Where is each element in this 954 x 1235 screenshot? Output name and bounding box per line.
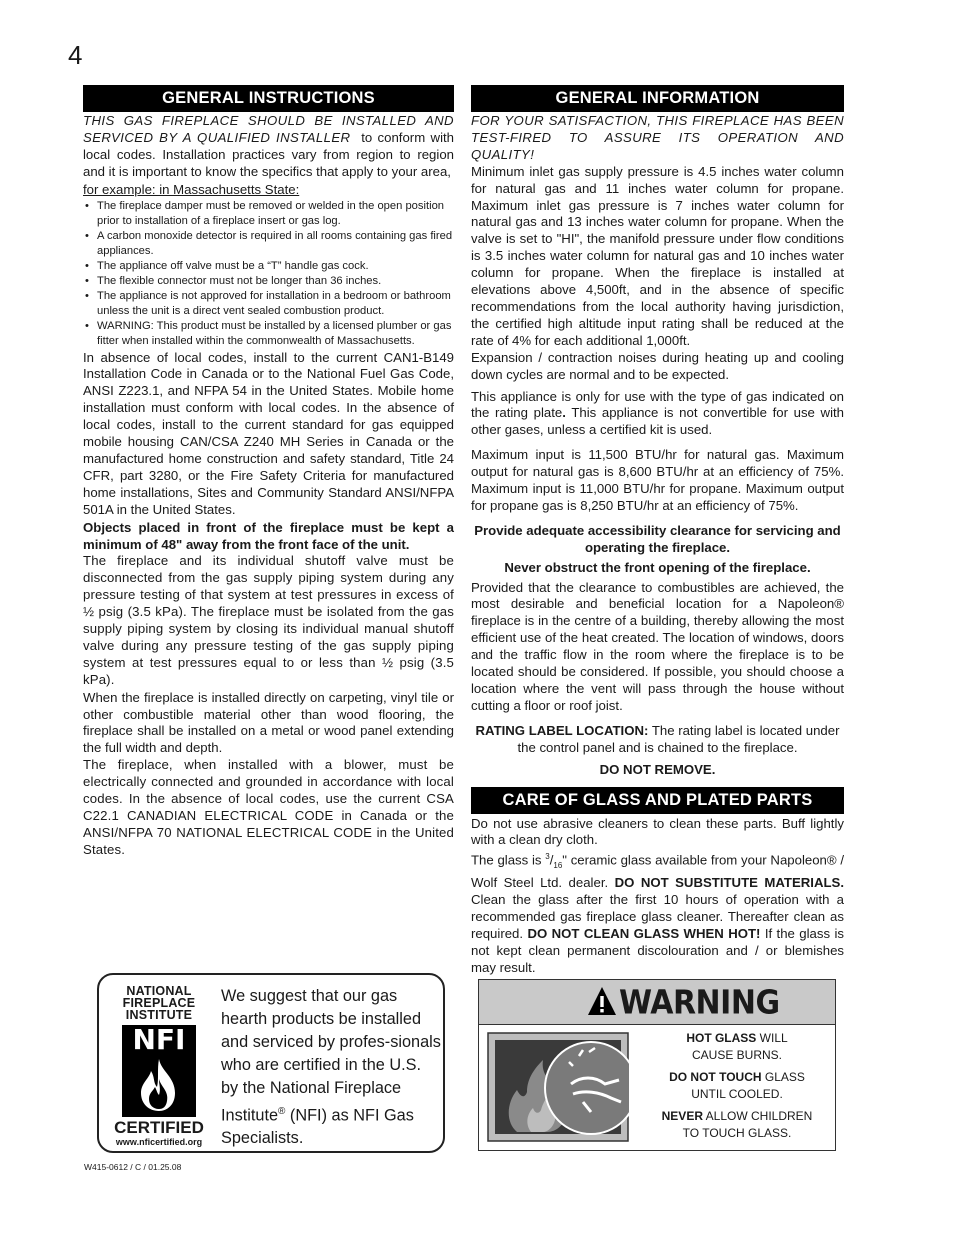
nfi-url: www.nficertified.org: [115, 1137, 203, 1147]
nfi-mark: NFI: [132, 1023, 186, 1056]
objects-warning: Objects placed in front of the fireplace must be kept a minimum of 48" away from the front face of the unit.: [83, 519, 454, 552]
clean-bold: DO NOT CLEAN GLASS WHEN HOT!: [527, 926, 761, 941]
list-item: • The fireplace damper must be removed or welded in the open position prior to installation of a fireplace insert or gas log.: [83, 199, 454, 229]
nfi-text-a: We suggest that our gas hearth products be installed and serviced by profes-sionals who are certified in the U.S. by the National Fireplace Institute: [221, 987, 441, 1125]
document-code: W415-0612 / C / 01.25.08: [84, 1162, 182, 1172]
rating-label-paragraph: [471, 723, 844, 757]
warning-header: [479, 980, 835, 1025]
rating-label-text: The rating label is located under the control panel and is chained to the fireplace.: [517, 722, 840, 755]
do-not-remove: DO NOT REMOVE.: [599, 761, 716, 777]
list-item: • The flexible connector must not be longer than 36 inches.: [83, 274, 454, 289]
warning-text: [645, 1030, 829, 1142]
codes-paragraph: In absence of local codes, install to the current CAN1-B149 Installation Code in Canada or to the National Fuel Gas Code, ANSI Z223.1, and NFPA 54 in the United States. Mobile home installation must conform with local codes. In the absence of local codes, install to the current standard for gas equipped mobile housing CAN/CSA Z240 MH Series in Canada or the manufactured home construction and safety standard, Title 24 CFR, part 3280, or the Fire Safety Criteria for manufactured home installations, Sites and Community Standard ANSI/NFPA 501A in the United States.: [83, 349, 454, 517]
gas-type-b: This appliance is not convertible for use with other gases, unless a certified kit is used.: [471, 405, 844, 438]
care-of-glass-header: CARE OF GLASS AND PLATED PARTS: [471, 787, 844, 814]
blower-paragraph: The fireplace, when installed with a blower, must be electrically connected and grounded in accordance with local codes. In the absence of local codes, use the current CSA C22.1 CANADIAN ELECTRICAL CODE in Canada or the ANSI/NFPA 70 NATIONAL ELECTRICAL CODE in the United States.: [83, 757, 454, 857]
warning-triangle-icon: [587, 986, 617, 1016]
intro-rest: to conform with local codes. Installation practices vary from region to region and it is important to know the specifics that apply to your area,: [83, 129, 454, 179]
noise-paragraph: Expansion / contraction noises during heating up and cooling down cycles are normal and to be expected.: [471, 349, 844, 382]
pressure-paragraph: Minimum inlet gas supply pressure is 4.5 inches water column for natural gas and 11 inches water column for propane. Maximum inlet gas pressure is 7 inches water column for natural gas and 13 inches water column for propane. When the valve is set to "HI", the manifold pressure under flow conditions is 3.5 inches water column for natural gas and 10 inches water column for propane. When the fireplace is installed at elevations above 4,500ft, and in the absence of specific recommendations from the local authority having jurisdiction, the certified high altitude input rating shall be reduced at the rate of 4% for each additional 1,000ft.: [471, 163, 844, 348]
intro-paragraph: [83, 113, 454, 181]
glass-fraction-den: 16: [553, 861, 563, 871]
general-information-header: GENERAL INFORMATION: [471, 85, 844, 112]
nfi-certification-box: [97, 973, 445, 1153]
nfi-logo-line: FIREPLACE: [122, 996, 196, 1010]
warning-line: CAUSE BURNS.: [691, 1048, 783, 1062]
nfi-logo-line: NATIONAL: [126, 984, 192, 998]
warning-line: DO NOT TOUCH GLASS: [669, 1070, 805, 1084]
clean-a: Clean the glass after the first 10 hours of operation with a recommended gas fireplace glass cleaner. Thereafter clean as required.: [471, 892, 844, 941]
rating-label-title: RATING LABEL LOCATION:: [475, 722, 649, 738]
nfi-text-b: (NFI) as NFI Gas Specialists.: [221, 1106, 414, 1148]
warning-line: NEVER ALLOW CHILDREN: [661, 1109, 813, 1123]
nfi-reg-mark: ®: [278, 1106, 286, 1117]
glass-fraction-num: 3: [545, 852, 550, 862]
flame-icon: [131, 1057, 187, 1113]
glass-b: " ceramic glass available from your Napoleon® / Wolf Steel Ltd. dealer.: [471, 852, 844, 891]
warning-title: WARNING: [619, 984, 780, 1023]
shutoff-paragraph: The fireplace and its individual shutoff valve must be disconnected from the gas supply piping system during any pressure testing of that system at test pressures in excess of ½ psig (3.5 kPa). The fireplace must be isolated from the gas supply piping system by closing its individual manual shutoff valve during any pressure testing of the gas supply piping system at test pressures equal to or less than ½ psig (3.5 kPa).: [83, 553, 454, 687]
general-information-column: [471, 85, 844, 977]
glass-paragraph: The glass is $^3/_{16}$" ceramic glass available from your Napoleon® / Wolf Steel Ltd. dealer. DO NOT SUBSTITUTE MATERIALS. Clean the glass after the first 10 hours of operation with a recommended gas fireplace glass cleaner. Thereafter clean as required. DO NOT CLEAN GLASS WHEN HOT! If the glass is not kept clean permanent discolouration and / or blemishes may result.: [471, 852, 844, 975]
gas-type-dot: .: [562, 405, 566, 421]
example-label: for example: in Massachusetts State:: [83, 181, 300, 197]
list-item: • The appliance off valve must be a “T” handle gas cock.: [83, 259, 454, 274]
warning-line: TO TOUCH GLASS.: [682, 1126, 792, 1140]
gas-type-paragraph: [471, 389, 844, 440]
general-instructions-header: GENERAL INSTRUCTIONS: [83, 85, 454, 112]
page-number: 4: [68, 40, 83, 70]
list-item: • The appliance is not approved for installation in a bedroom or bathroom unless the unit is a direct vent sealed combustion product.: [83, 289, 454, 319]
warning-line: HOT GLASS WILL: [686, 1031, 788, 1045]
nfi-certified-label: CERTIFIED: [114, 1118, 204, 1137]
clean-b: If the glass is not kept clean permanent discolouration and / or blemishes may result.: [471, 926, 844, 975]
hot-glass-warning-label: [478, 979, 836, 1151]
glass-bold: DO NOT SUBSTITUTE MATERIALS.: [614, 875, 844, 891]
nfi-logo: [113, 985, 205, 1151]
nfi-logo-line: INSTITUTE: [125, 1008, 193, 1022]
hot-glass-hand-icon: [487, 1032, 629, 1142]
nfi-badge: [122, 1025, 196, 1117]
massachusetts-list: [83, 199, 454, 349]
location-paragraph: Provided that the clearance to combustibles are achieved, the most desirable and beneficial location for a Napoleon® fireplace is in the centre of a building, thereby allowing the most efficient use of the heat created. The location of windows, doors and the traffic flow in the room where the fireplace is to be located should be considered. If possible, you should choose a location where the vent will pass through the house without cutting a floor or roof joist.: [471, 579, 844, 713]
accessibility-note: Provide adequate accessibility clearance for servicing and operating the fireplace.: [474, 522, 841, 555]
general-instructions-column: [83, 85, 454, 859]
carpet-paragraph: When the fireplace is installed directly on carpeting, vinyl tile or other combustible material other than wood flooring, the fireplace shall be installed on a metal or wood panel extending the full width and depth.: [83, 689, 454, 756]
nfi-recommendation: [221, 985, 441, 1150]
warning-line: UNTIL COOLED.: [691, 1087, 783, 1101]
test-fired-statement: FOR YOUR SATISFACTION, THIS FIREPLACE HAS BEEN TEST-FIRED TO ASSURE ITS OPERATION AND QUALITY!: [471, 113, 844, 162]
glass-a: The glass is: [471, 852, 546, 868]
intro-italic: THIS GAS FIREPLACE SHOULD BE INSTALLED AND SERVICED BY A QUALIFIED INSTALLER: [83, 113, 454, 145]
list-item: • A carbon monoxide detector is required in all rooms containing gas fired appliances.: [83, 229, 454, 259]
input-paragraph: Maximum input is 11,500 BTU/hr for natural gas. Maximum output for natural gas is 8,600 BTU/hr at an efficiency of 75%. Maximum input is 11,000 BTU/hr for propane. Maximum output for propane gas is 8,250 BTU/hr at an efficiency of 75%.: [471, 447, 844, 513]
gas-type-a: This appliance is only for use with the type of gas indicated on the rating plate: [471, 388, 844, 421]
list-item: • WARNING: This product must be installed by a licensed plumber or gas fitter when installed within the commonwealth of Massachusetts.: [83, 319, 454, 349]
obstruct-note: Never obstruct the front opening of the fireplace.: [504, 559, 811, 575]
care-paragraph: Do not use abrasive cleaners to clean these parts. Buff lightly with a clean dry cloth.: [471, 815, 844, 848]
